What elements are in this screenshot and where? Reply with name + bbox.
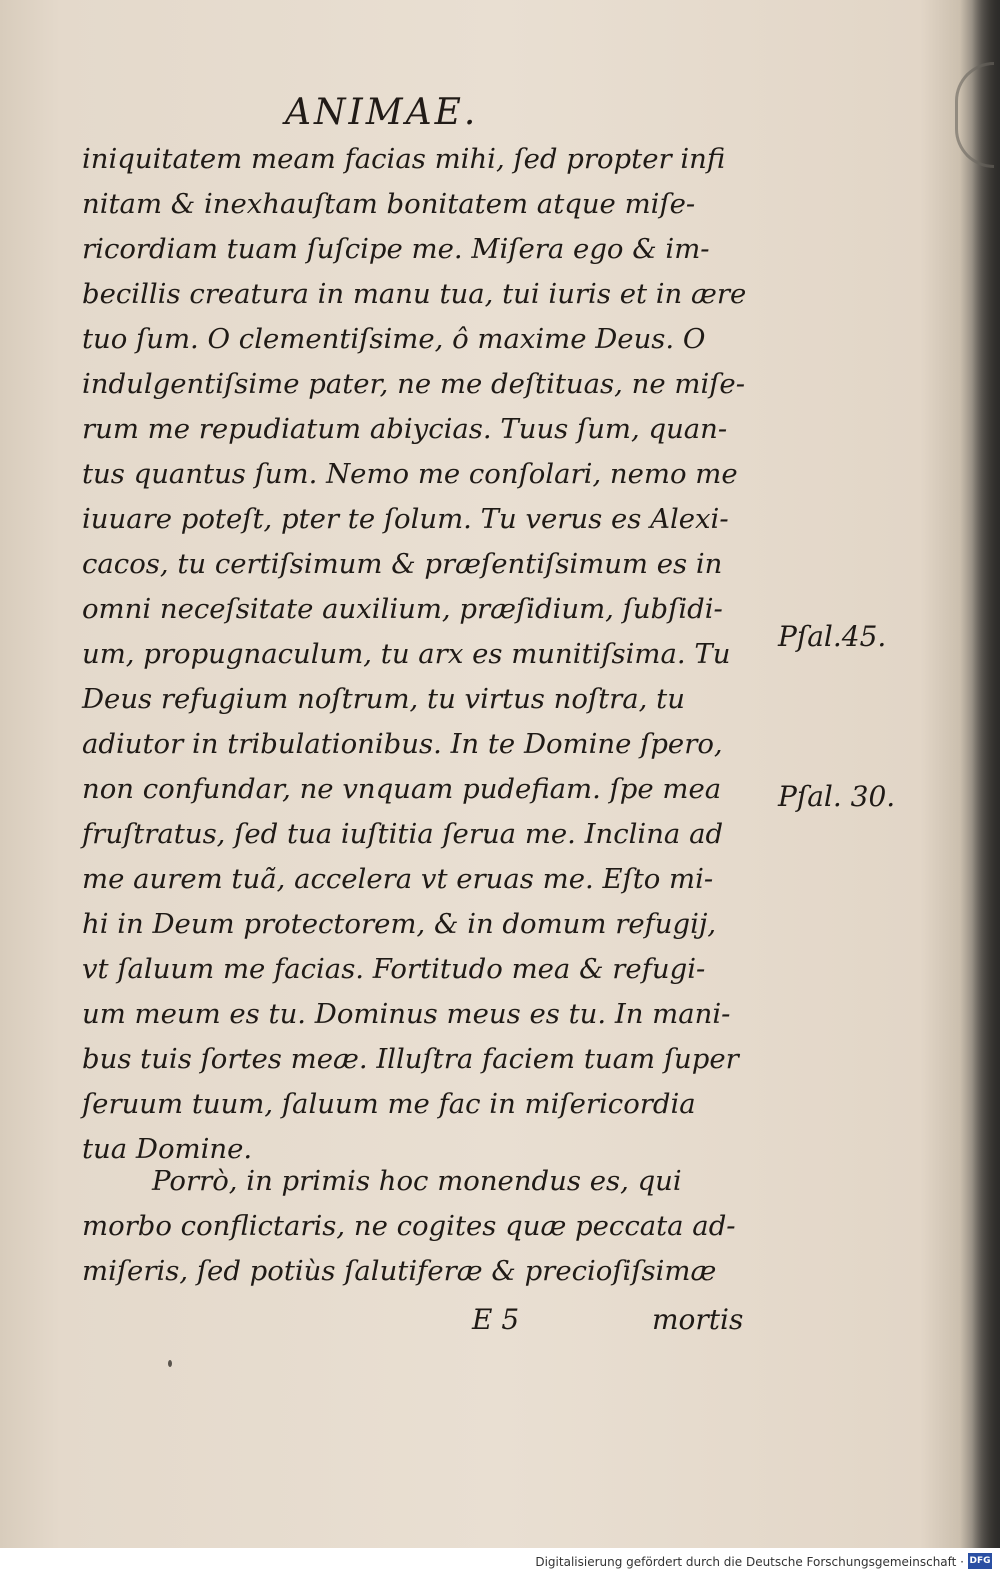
ink-speck — [168, 1360, 172, 1367]
text-line: ricordiam tuam ſuſcipe me. Miſera ego & im- — [82, 233, 710, 265]
text-line: rum me repudiatum abiycias. Tuus ſum, quan- — [82, 413, 728, 445]
text-line: iniquitatem meam facias mihi, ſed propter infi — [82, 143, 726, 175]
text-line: indulgentiſsime pater, ne me deſtituas, ne miſe- — [82, 368, 745, 400]
book-spine-shadow — [972, 0, 1000, 1548]
text-line: Deus refugium noſtrum, tu virtus noſtra, tu — [82, 683, 685, 715]
text-line: vt ſaluum me facias. Fortitudo mea & refugi- — [82, 953, 706, 985]
text-line: cacos, tu certiſsimum & præſentiſsimum es in — [82, 548, 723, 580]
text-line: fruſtratus, ſed tua iuſtitia ſerua me. Inclina ad — [82, 818, 724, 850]
text-line: becillis creatura in manu tua, tui iuris et in ære — [82, 278, 747, 310]
dfg-logo: DFG — [968, 1553, 992, 1569]
text-line: hi in Deum protectorem, & in domum refugij, — [82, 908, 717, 940]
text-line: tus quantus ſum. Nemo me conſolari, nemo me — [82, 458, 738, 490]
text-line: non confundar, ne vnquam pudefiam. ſpe mea — [82, 773, 722, 805]
running-head: ANIMAE. — [285, 92, 479, 133]
text-line: tua Domine. — [82, 1133, 253, 1165]
paragraph-line: miſeris, ſed potiùs ſalutiferæ & precioſiſsimæ — [82, 1255, 717, 1287]
margin-note-psalm-30: Pſal. 30. — [778, 780, 896, 813]
text-line: iuuare poteſt, pter te ſolum. Tu verus es Alexi- — [82, 503, 729, 535]
text-line: me aurem tuã, accelera vt eruas me. Eſto mi- — [82, 863, 714, 895]
text-line: ſeruum tuum, ſaluum me fac in miſericordia — [82, 1088, 696, 1120]
catchword: mortis — [652, 1303, 744, 1336]
margin-note-psalm-45: Pſal.45. — [778, 620, 887, 653]
paragraph-line: morbo conflictaris, ne cogites quæ peccata ad- — [82, 1210, 736, 1242]
footer-credit: Digitalisierung gefördert durch die Deutsche Forschungsgemeinschaft · — [535, 1555, 964, 1569]
text-line: um meum es tu. Dominus meus es tu. In mani- — [82, 998, 731, 1030]
paragraph-line: Porrò, in primis hoc monendus es, qui — [152, 1165, 682, 1197]
text-line: omni neceſsitate auxilium, præſidium, ſubſidi- — [82, 593, 723, 625]
text-line: nitam & inexhauſtam bonitatem atque miſe- — [82, 188, 696, 220]
text-line: bus tuis ſortes meæ. Illuſtra faciem tuam ſuper — [82, 1043, 739, 1075]
text-line: um, propugnaculum, tu arx es munitiſsima. Tu — [82, 638, 731, 670]
signature-mark: E 5 — [472, 1303, 520, 1336]
text-line: tuo ſum. O clementiſsime, ô maxime Deus. O — [82, 323, 706, 355]
text-line: adiutor in tribulationibus. In te Domine ſpero, — [82, 728, 723, 760]
